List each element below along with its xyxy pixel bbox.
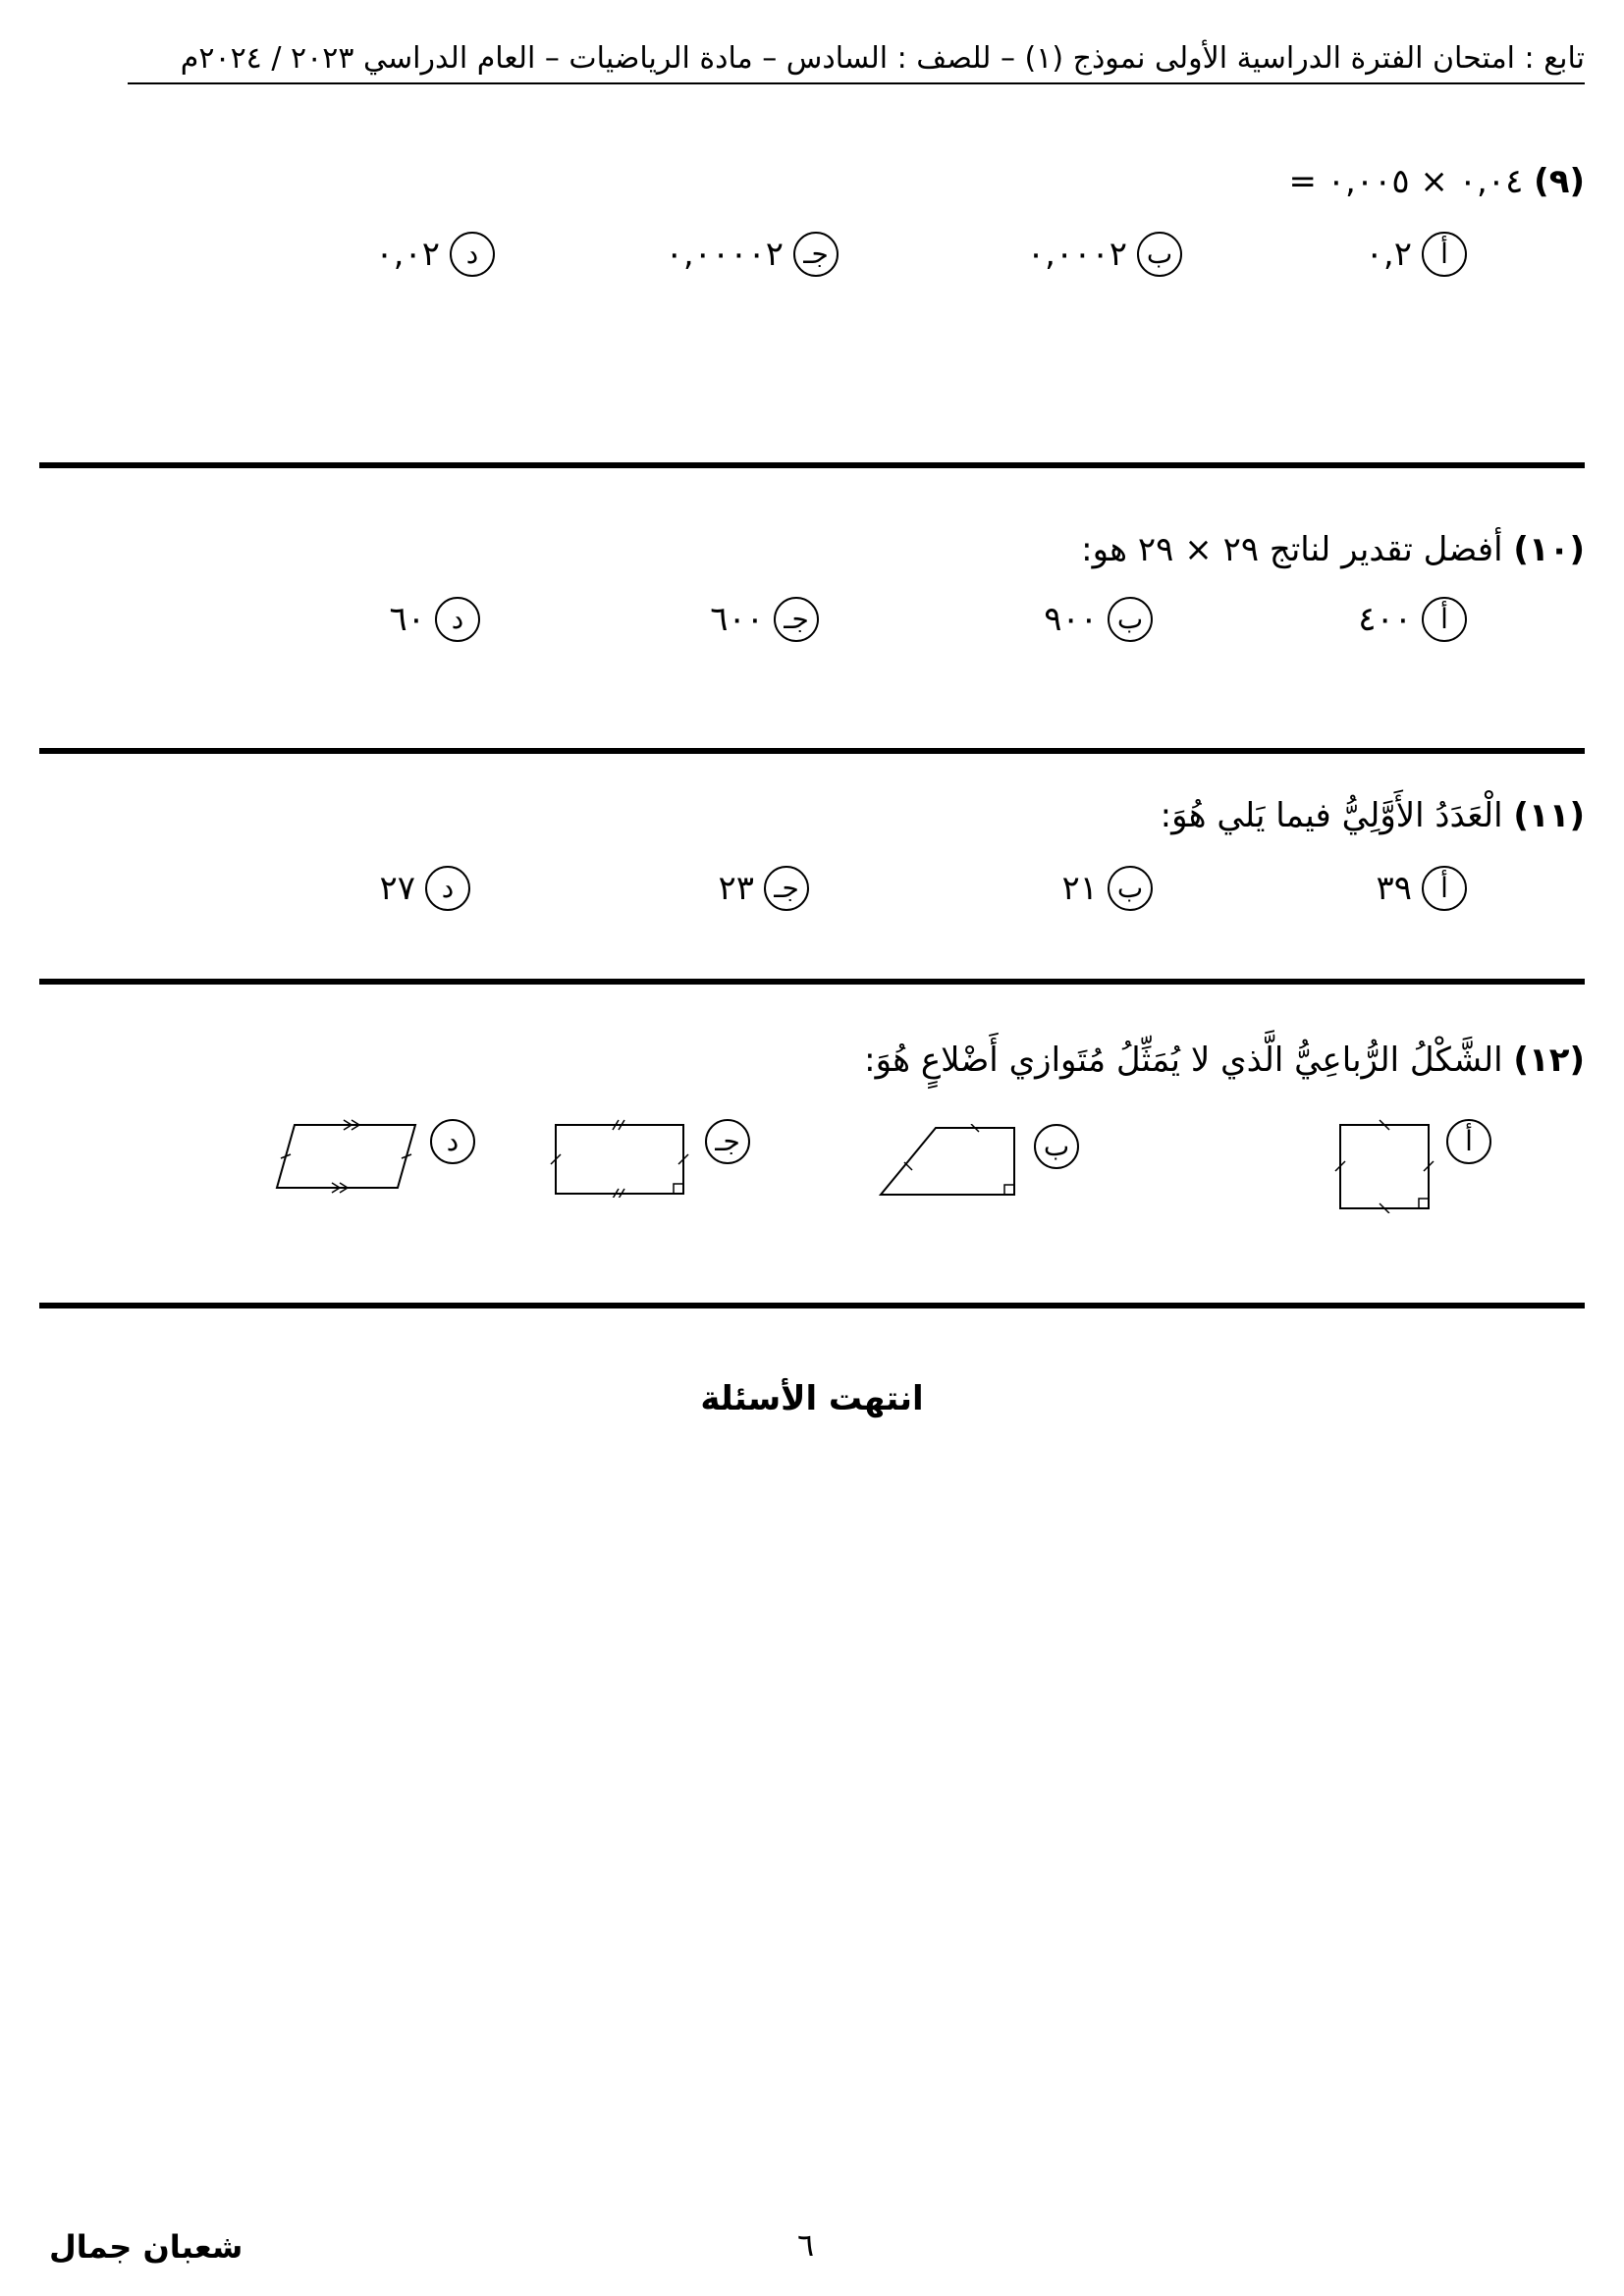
option-value: ٦٠	[389, 600, 425, 639]
option-value: ٢٧	[379, 869, 415, 908]
option-value: ٠,٠٠٠٢	[1026, 235, 1127, 274]
question-12-option-a[interactable]	[1328, 1119, 1491, 1213]
question-number: (١٠)	[1513, 530, 1585, 569]
question-text: ٠,٠٤ × ٠,٠٠٥ =	[1288, 162, 1524, 201]
question-10-option-a[interactable]	[1358, 597, 1467, 642]
square-shape-icon	[1328, 1119, 1436, 1213]
question-text: الشَّكْلُ الرُّباعِيُّ الَّذي لا يُمَثِّلُ مُتَوازي أَضْلاعٍ هُوَ:	[864, 1041, 1503, 1080]
option-value: ٠,٠٠٠٠٢	[665, 235, 784, 274]
question-9-option-c[interactable]	[666, 232, 839, 277]
question-11-option-a[interactable]	[1376, 866, 1467, 911]
option-value: ٠,٢	[1365, 235, 1412, 274]
question-12-option-b[interactable]	[877, 1124, 1079, 1199]
question-9-stem	[1288, 157, 1585, 206]
option-letter-circle: أ	[1422, 597, 1467, 642]
option-letter-circle: جـ	[774, 597, 819, 642]
divider	[39, 1303, 1585, 1308]
question-10-option-d[interactable]	[389, 597, 480, 642]
option-letter-circle: د	[450, 232, 495, 277]
divider	[39, 979, 1585, 985]
question-number: (٩)	[1534, 162, 1585, 201]
question-11-stem	[1161, 791, 1585, 840]
option-letter-circle: د	[425, 866, 470, 911]
question-number: (١٢)	[1513, 1041, 1585, 1080]
question-11-option-c[interactable]	[718, 866, 809, 911]
option-value: ٦٠٠	[710, 600, 764, 639]
author-name: شعبان جمال	[49, 2228, 244, 2266]
page-number: ٦	[797, 2226, 815, 2264]
question-9-option-b[interactable]	[1027, 232, 1182, 277]
option-letter-circle: ب	[1108, 597, 1153, 642]
option-letter-circle: أ	[1446, 1119, 1491, 1164]
question-10-option-c[interactable]	[710, 597, 819, 642]
option-letter-circle: د	[430, 1119, 475, 1164]
divider	[39, 462, 1585, 468]
option-letter-circle: أ	[1422, 866, 1467, 911]
option-letter-circle: جـ	[764, 866, 809, 911]
right-trapezoid-shape-icon	[877, 1124, 1024, 1199]
option-value: ٢٣	[718, 869, 754, 908]
question-11-option-b[interactable]	[1061, 866, 1153, 911]
option-value: ٣٩	[1376, 869, 1412, 908]
question-text: أفضل تقدير لناتج ٢٩ × ٢٩ هو:	[1081, 530, 1503, 569]
option-letter-circle: جـ	[793, 232, 839, 277]
option-letter-circle: ب	[1034, 1124, 1079, 1169]
divider	[39, 748, 1585, 754]
option-letter-circle: ب	[1137, 232, 1182, 277]
question-11-option-d[interactable]	[379, 866, 470, 911]
end-of-questions-text: انتهت الأسئلة	[700, 1379, 924, 1418]
option-value: ٢١	[1061, 869, 1098, 908]
question-12-stem	[864, 1036, 1585, 1085]
option-letter-circle: جـ	[705, 1119, 750, 1164]
option-letter-circle: أ	[1422, 232, 1467, 277]
parallelogram-shape-icon	[273, 1119, 420, 1194]
question-text: الْعَدَدُ الأَوَّلِيُّ فيما يَلي هُوَ:	[1160, 796, 1503, 835]
question-12-option-d[interactable]	[273, 1119, 475, 1194]
question-12-option-c[interactable]	[548, 1119, 750, 1198]
page-header: تابع : امتحان الفترة الدراسية الأولى نموذج (١) – للصف : السادس – مادة الرياضيات – العام الدراسي ٢٠٢٣ / ٢٠٢٤م	[128, 39, 1585, 84]
option-letter-circle: د	[435, 597, 480, 642]
question-10-stem	[1081, 525, 1585, 574]
question-9-option-d[interactable]	[375, 232, 495, 277]
question-10-option-b[interactable]	[1044, 597, 1153, 642]
option-value: ٩٠٠	[1044, 600, 1098, 639]
option-letter-circle: ب	[1108, 866, 1153, 911]
question-9-option-a[interactable]	[1366, 232, 1467, 277]
option-value: ٤٠٠	[1358, 600, 1412, 639]
option-value: ٠,٠٢	[375, 235, 440, 274]
question-number: (١١)	[1513, 796, 1585, 835]
rectangle-shape-icon	[548, 1119, 695, 1198]
